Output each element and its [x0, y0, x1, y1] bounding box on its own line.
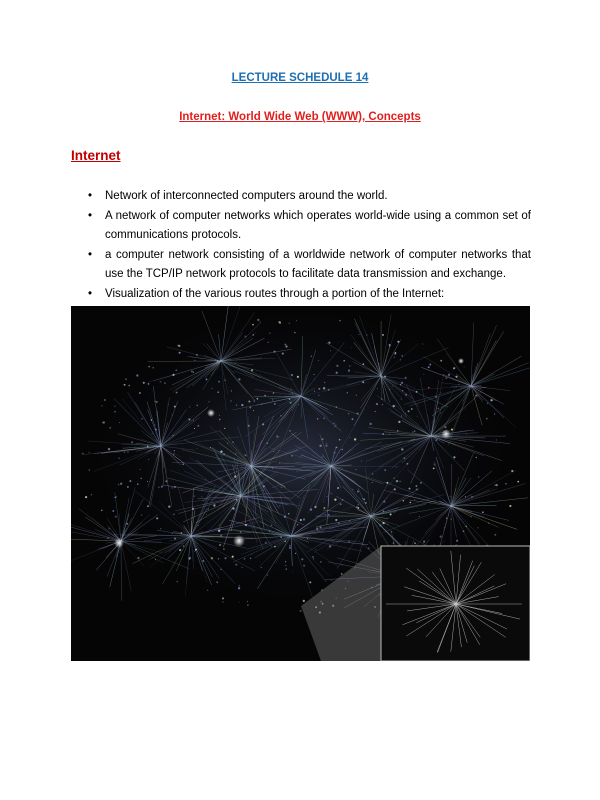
list-item: • Network of interconnected computers around the world. [88, 187, 531, 207]
lecture-title: LECTURE SCHEDULE 14 [231, 72, 369, 84]
bullet-list [88, 187, 531, 304]
bullet-icon: • [88, 248, 93, 261]
lecture-subtitle: Internet: World Wide Web (WWW), Concepts [179, 111, 421, 123]
bullet-icon: • [88, 209, 93, 222]
zoom-inset [381, 546, 530, 661]
bullet-icon: • [88, 287, 93, 300]
network-visualization [71, 306, 530, 661]
internet-network-map-image [71, 306, 530, 661]
list-item: • Visualization of the various routes through a portion of the Internet: [88, 285, 531, 305]
list-item: • a computer network consisting of a worldwide network of computer networks that use the TCP/IP network protocols to facilitate data transmission and exchange. [88, 246, 531, 285]
section-heading: Internet [71, 148, 121, 163]
bullet-icon: • [88, 190, 93, 202]
list-item: • A network of computer networks which operates world-wide using a common set of communications protocols. [88, 207, 531, 246]
